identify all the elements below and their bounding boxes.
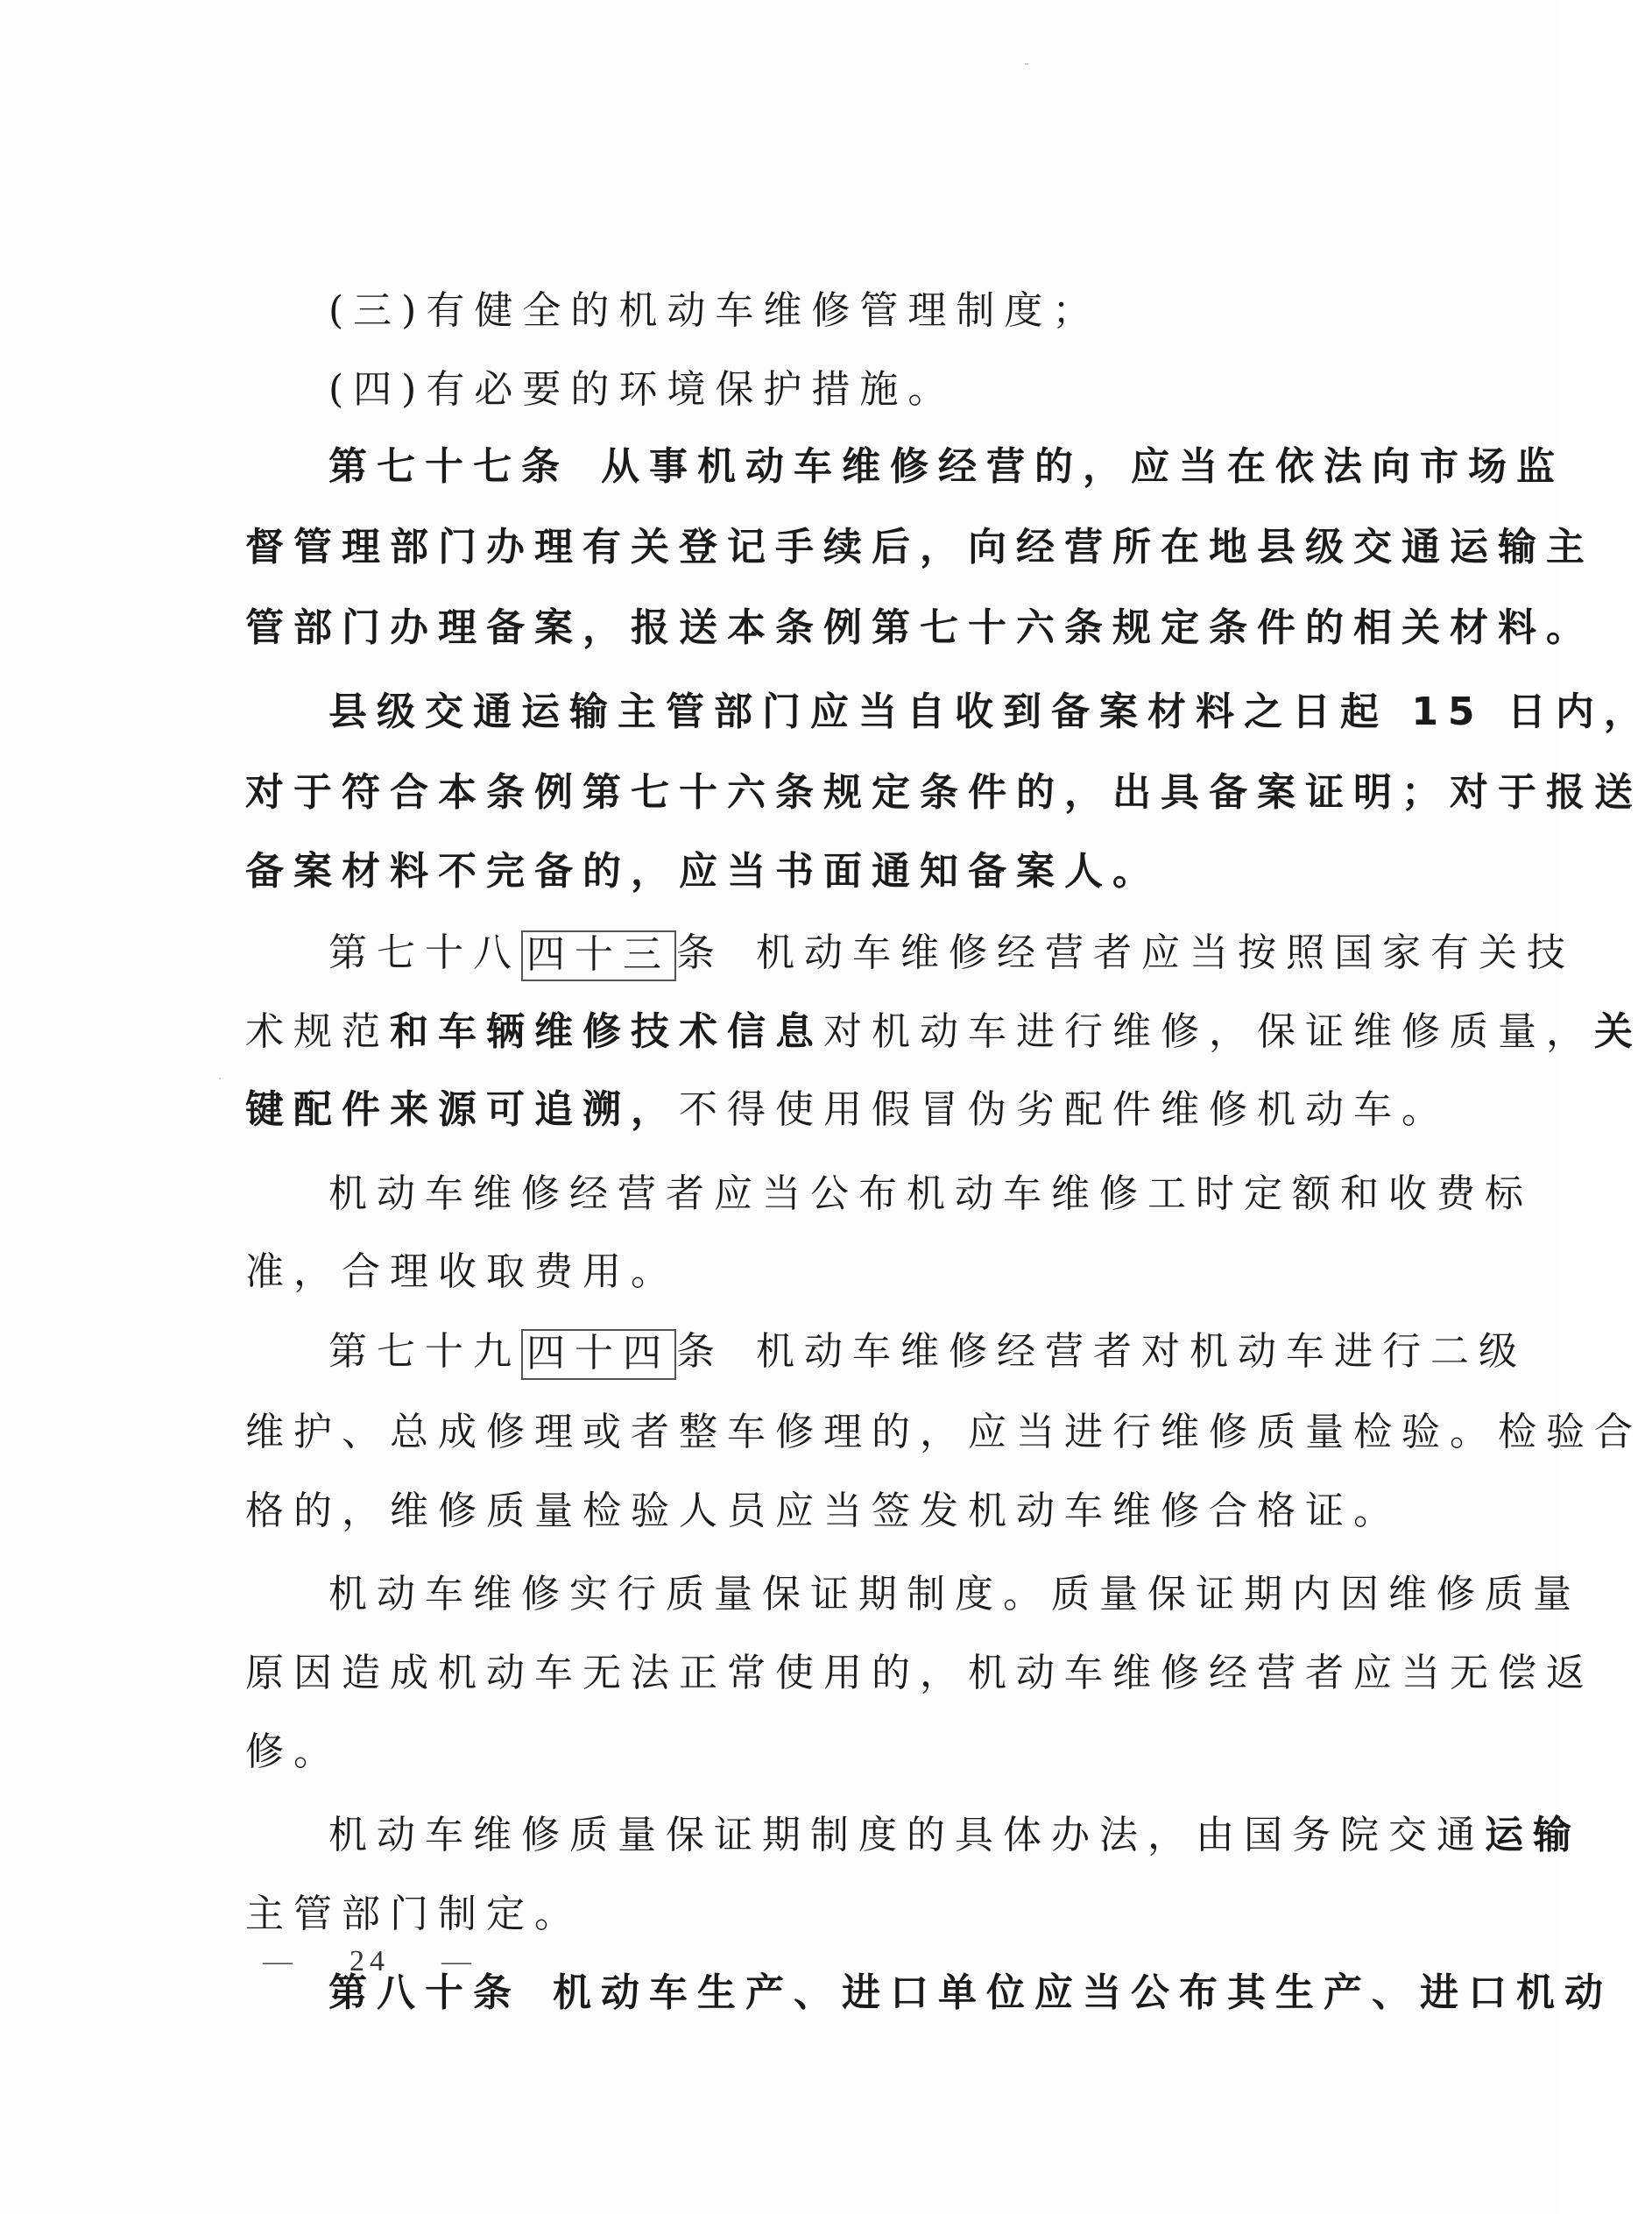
article-label: 第八十条 [328, 1970, 521, 2015]
article-label: 第七十九 [328, 1329, 521, 1374]
article-text: 机动车维修质量保证期制度的具体办法，由国务院交通 [328, 1813, 1485, 1857]
article-inserted-text: 键配件来源可追溯， [245, 1087, 679, 1132]
scan-artifact [219, 1078, 221, 1079]
article-text: 主管部门制定。 [245, 1892, 582, 1936]
article-text: 修。 [245, 1729, 342, 1774]
article-inserted-text: 运输 [1485, 1813, 1581, 1857]
page-number: 24 [349, 1945, 390, 1977]
article-77-line-3 [245, 602, 1594, 654]
article-78-line-2 [245, 1006, 1642, 1058]
article-79-p2-line-2 [245, 1647, 1594, 1700]
article-77-line-2 [245, 521, 1594, 574]
page-footer [263, 1945, 477, 1978]
article-inserted-text: 关 [1594, 1009, 1642, 1054]
article-79-line-2 [245, 1406, 1642, 1459]
article-78-p2-line-2 [245, 1246, 679, 1298]
article-text: 维护、总成修理或者整车修理的，应当进行维修质量检验。检验合 [245, 1410, 1642, 1454]
article-79-p2-line-3 [245, 1726, 342, 1779]
article-text: 从事机动车维修经营的，应当在依法向市场监 [601, 444, 1564, 489]
article-77-p2-line-2 [245, 767, 1642, 819]
article-text: 机动车维修经营者对机动车进行二级 [756, 1329, 1527, 1374]
article-79-p3-line-2 [245, 1888, 582, 1941]
article-text: 备案材料不完备的，应当书面通知备案人。 [245, 849, 1161, 894]
paragraph-text: (三)有健全的机动车维修管理制度； [328, 288, 1101, 333]
article-79-p2-line-1 [245, 1568, 1581, 1621]
article-77-p2-line-1 [245, 686, 1652, 739]
article-label-suffix: 条 [676, 930, 724, 975]
article-text: 格的，维修质量检验人员应当签发机动车维修合格证。 [245, 1489, 1401, 1533]
article-78-line-3 [245, 1084, 1450, 1136]
article-text: 对于符合本条例第七十六条规定条件的，出具备案证明；对于报送 [245, 770, 1642, 815]
paragraph-item-3 [245, 285, 1100, 337]
article-79-line-3 [245, 1485, 1401, 1538]
article-text: 机动车维修实行质量保证期制度。质量保证期内因维修质量 [328, 1572, 1581, 1616]
article-label: 第七十八 [328, 930, 521, 975]
article-text: 管部门办理备案，报送本条例第七十六条规定条件的相关材料。 [245, 605, 1594, 650]
deleted-article-number-box: 四十四 [521, 1329, 676, 1380]
article-text: 机动车维修经营者应当公布机动车维修工时定额和收费标 [328, 1171, 1533, 1216]
scan-artifact [1025, 63, 1028, 65]
article-text: 对机动车进行维修，保证维修质量， [823, 1009, 1594, 1054]
article-text: 机动车维修经营者应当按照国家有关技 [756, 930, 1575, 975]
article-text: 县级交通运输主管部门应当自收到备案材料之日起 15 日内， [328, 690, 1652, 734]
article-text: 机动车生产、进口单位应当公布其生产、进口机动 [553, 1970, 1613, 2015]
paragraph-item-4 [245, 364, 956, 416]
article-77-line-1 [245, 441, 1564, 493]
article-78-p2-line-1 [245, 1168, 1533, 1220]
article-inserted-text: 和车辆维修技术信息 [390, 1009, 823, 1054]
article-77-p2-line-3 [245, 845, 1161, 898]
paragraph-text: (四)有必要的环境保护措施。 [328, 367, 957, 412]
article-label: 第七十七条 [328, 444, 569, 489]
article-text: 准，合理收取费用。 [245, 1249, 679, 1294]
article-text: 术规范 [245, 1009, 390, 1054]
article-text: 督管理部门办理有关登记手续后，向经营所在地县级交通运输主 [245, 525, 1594, 569]
article-79-line-1 [245, 1326, 1527, 1378]
article-text: 不得使用假冒伪劣配件维修机动车。 [679, 1087, 1450, 1132]
article-78-line-1 [245, 927, 1575, 980]
article-text: 原因造成机动车无法正常使用的，机动车维修经营者应当无偿返 [245, 1651, 1594, 1695]
deleted-article-number-box: 四十三 [521, 930, 676, 981]
article-79-p3-line-1 [245, 1809, 1581, 1862]
article-label-suffix: 条 [676, 1329, 724, 1374]
footer-dash-right: — [441, 1945, 477, 1977]
footer-dash-left: — [263, 1945, 298, 1977]
